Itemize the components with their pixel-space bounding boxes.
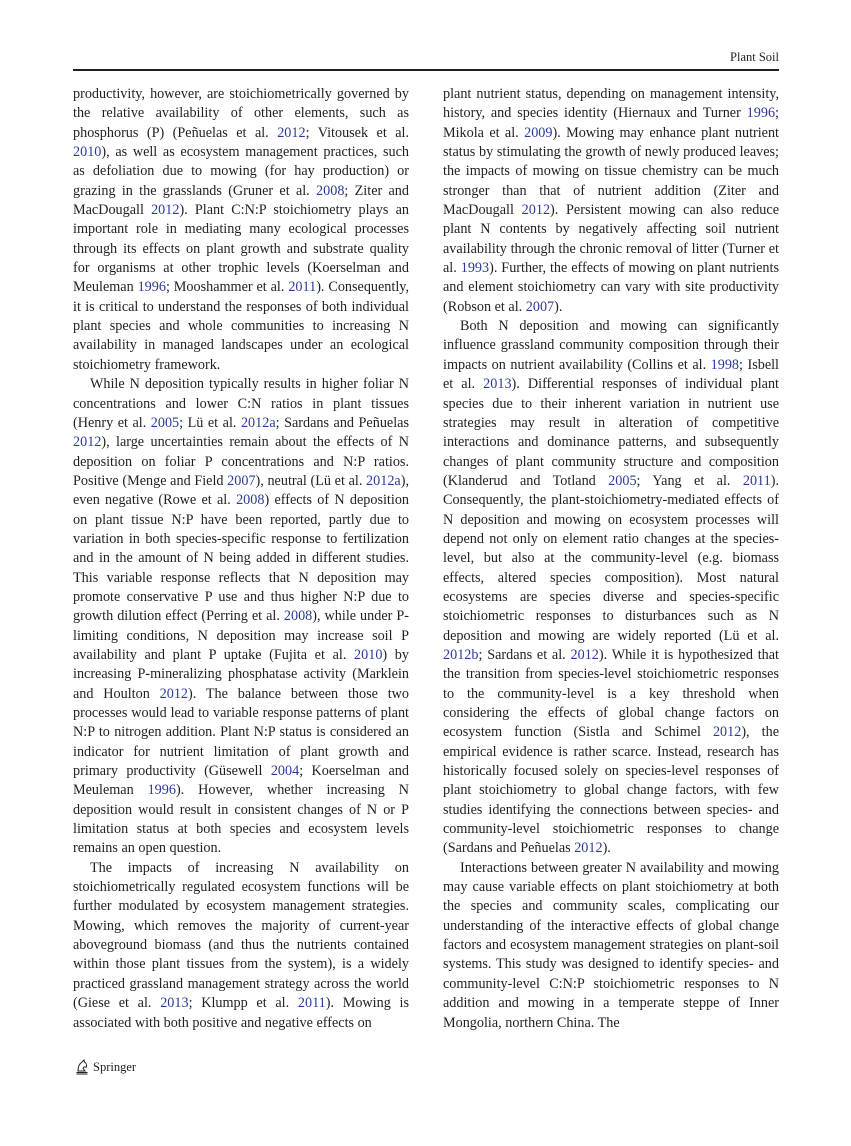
citation-link[interactable]: 2012 xyxy=(73,434,102,451)
right-column xyxy=(443,85,779,1033)
journal-name: Plant Soil xyxy=(730,50,779,64)
body-text: plant nutrient status, depending on management intensity, history, and species identity (Hiernaux and Turner xyxy=(443,86,779,122)
citation-link[interactable]: 1998 xyxy=(710,356,740,373)
body-text: ), as well as ecosystem management practices, such as defoliation due to mowing (for hay production) or grazing in the grasslands (Gruner et al. xyxy=(73,144,409,199)
body-text: ; Lü et al. xyxy=(179,414,241,431)
body-text: ). The balance between those two processes would lead to variable response patterns of plant N:P to nitrogen addition. Plant N:P status is considered an indicator for nutrient limitation of plant growth and primary productivity (Güsewell xyxy=(73,685,409,780)
body-text: ). xyxy=(602,840,611,857)
citation-link[interactable]: 1993 xyxy=(460,260,490,277)
body-text: ; Vitousek et al. xyxy=(305,124,409,141)
citation-link[interactable]: 2012 xyxy=(712,724,742,741)
body-text: Both N deposition and mowing can significantly influence grassland community composition through their impacts on nutrient availability (Collins et al. xyxy=(443,318,779,373)
body-text: ; Sardans et al. xyxy=(478,646,571,663)
body-text: ), while under P-limiting conditions, N deposition may increase soil P availability and plant P uptake (Fujita et al. xyxy=(73,608,409,663)
body-paragraph xyxy=(443,317,779,859)
citation-link[interactable]: 2011 xyxy=(742,472,771,489)
body-text: ). However, whether increasing N deposition would result in consistent changes of N or P limitation status at both species and ecosystem levels remains an open question. xyxy=(73,782,409,857)
header-rule xyxy=(73,69,779,71)
running-header xyxy=(73,50,779,70)
body-text: ; Mikola et al. xyxy=(443,105,779,141)
citation-link[interactable]: 2012 xyxy=(570,646,599,663)
body-text: ) effects of N deposition on plant tissue N:P have been reported, partly due to variation in both species-specific response to fertilization and in the amount of N being added in different studies. This variable response reflects that N deposition may promote conservative P use and thus higher N:P due to growth dilution effect (Perring et al. xyxy=(73,492,410,625)
body-text: ). Mowing is associated with both positive and negative effects on xyxy=(73,995,409,1031)
body-text: ). Consequently, the plant-stoichiometry-mediated effects of N deposition and mowing on ecosystem processes will depend not only on element ratio changes at the species-level, but also at the community-level (e.g. biomass effects, altered species composition). Most natural ecosystems are species diverse and species-specific stoichiometric responses to disturbances such as N deposition and mowing are widely reported (Lü et al. xyxy=(443,472,779,644)
body-text: ). While it is hypothesized that the transition from species-level stoichiometric responses to the community-level is a key threshold when considering the effects of global change factors on ecosystem function (Sistla and Schimel xyxy=(443,646,779,741)
citation-link[interactable]: 2009 xyxy=(524,124,553,141)
citation-link[interactable]: 2012 xyxy=(159,685,189,702)
body-text: ). Persistent mowing can also reduce plant N contents by negatively affecting soil nutrient availability through the chronic removal of litter (Turner et al. xyxy=(443,202,779,277)
body-text: ). xyxy=(554,298,563,315)
citation-link[interactable]: 2011 xyxy=(288,279,317,296)
citation-link[interactable]: 2012 xyxy=(574,840,603,857)
body-paragraph xyxy=(73,85,409,375)
body-text: While N deposition typically results in higher foliar N concentrations and lower C:N ratios in plant tissues (Henry et al. xyxy=(73,376,409,431)
citation-link[interactable]: 2005 xyxy=(150,414,180,431)
body-text: ; Mooshammer et al. xyxy=(165,279,289,296)
body-text: productivity, however, are stoichiometrically governed by the relative availability of other elements, such as phosphorus (P) (Peñuelas et al. xyxy=(73,86,409,141)
body-text: ), the empirical evidence is rather scarce. Instead, research has historically focused solely on species-level responses of plant stoichiometry to global change factors, with few studies identifying the connections between species- and community-level stoichiometric responses to change (Sardans and Peñuelas xyxy=(443,724,779,857)
citation-link[interactable]: 2010 xyxy=(354,646,383,663)
citation-link[interactable]: 1996 xyxy=(746,105,776,122)
citation-link[interactable]: 2013 xyxy=(160,995,189,1012)
citation-link[interactable]: 2012a xyxy=(240,414,276,431)
citation-link[interactable]: 2008 xyxy=(316,182,345,199)
body-paragraph xyxy=(443,85,779,317)
citation-link[interactable]: 2008 xyxy=(283,608,313,625)
body-text: ; Sardans and Peñuelas xyxy=(275,414,409,431)
body-text: ). Differential responses of individual plant species due to their inherent variation in nutrient use strategies may result in alteration of competitive interactions and dominance patterns, and subsequently changes of plant community structure and composition (Klanderud and Totland xyxy=(443,376,779,489)
left-column xyxy=(73,85,409,1033)
publisher-name: Springer xyxy=(93,1059,137,1074)
citation-link[interactable]: 2012a xyxy=(366,472,401,489)
citation-link[interactable]: 2013 xyxy=(483,376,512,393)
body-text: ; Koerselman and Meuleman xyxy=(73,763,409,799)
citation-link[interactable]: 2004 xyxy=(270,763,300,780)
page-footer xyxy=(75,1059,136,1075)
body-text: The impacts of increasing N availability on stoichiometrically regulated ecosystem functions will be further modulated by ecosystem management strategies. Mowing, which removes the majority of current-year aboveground biomass (and thus the nutrients contained within those plant tissues from the system), is a widely practiced grassland management strategy across the world (Giese et al. xyxy=(73,859,409,1012)
citation-link[interactable]: 2007 xyxy=(525,298,555,315)
body-paragraph xyxy=(73,859,409,1033)
citation-link[interactable]: 2012 xyxy=(151,202,180,219)
body-text: ) by increasing P-mineralizing phosphatase activity (Marklein and Houlton xyxy=(73,646,409,702)
body-text: ; Klumpp et al. xyxy=(188,995,298,1012)
citation-link[interactable]: 2008 xyxy=(236,492,265,509)
citation-link[interactable]: 2005 xyxy=(608,472,637,489)
body-text: ), even negative (Rowe et al. xyxy=(73,472,409,509)
body-text: ). Further, the effects of mowing on plant nutrients and element stoichiometry can vary with site productivity (Robson et al. xyxy=(443,260,779,315)
body-paragraph xyxy=(73,375,409,859)
citation-link[interactable]: 2007 xyxy=(227,472,256,489)
body-text: Interactions between greater N availability and mowing may cause variable effects on plant stoichiometry at both the species and community scales, complicating our understanding of the interactive effects of global change factors and ecosystem management strategies on plant-soil systems. This study was designed to identify species- and community-level C:N:P stoichiometric responses to N addition and mowing in a temperate steppe of Inner Mongolia, northern China. The xyxy=(443,859,779,1031)
body-text: ), neutral (Lü et al. xyxy=(255,472,367,489)
citation-link[interactable]: 2010 xyxy=(73,144,102,161)
body-text: ; Ziter and MacDougall xyxy=(73,182,409,219)
citation-link[interactable]: 2012 xyxy=(521,202,551,219)
citation-link[interactable]: 1996 xyxy=(147,782,176,799)
body-text: ). Consequently, it is critical to understand the responses of both individual plant species and whole communities to increasing N availability in managed landscapes under an ecological stoichiometry framework. xyxy=(73,279,410,373)
body-text: ), large uncertainties remain about the effects of N deposition on foliar P concentrations and N:P ratios. Positive (Menge and Field xyxy=(73,434,409,489)
body-text: ; Yang et al. xyxy=(636,472,743,489)
body-paragraph xyxy=(443,859,779,1033)
citation-link[interactable]: 2012b xyxy=(443,646,479,663)
body-text: ). Plant C:N:P stoichiometry plays an important role in mediating many ecological processes through its effects on plant growth and substrate quality for organisms at other trophic levels (Koerselman and Meuleman xyxy=(73,202,409,296)
citation-link[interactable]: 2012 xyxy=(277,124,306,141)
citation-link[interactable]: 2011 xyxy=(297,995,326,1012)
body-text: ). Mowing may enhance plant nutrient status by stimulating the growth of newly produced leaves; the impacts of mowing on tissue chemistry can be much stronger than that of nutrient addition (Ziter and MacDougall xyxy=(443,124,780,219)
body-text: ; Isbell et al. xyxy=(443,356,779,393)
citation-link[interactable]: 1996 xyxy=(137,279,166,296)
springer-knight-logo-icon xyxy=(75,1059,89,1075)
